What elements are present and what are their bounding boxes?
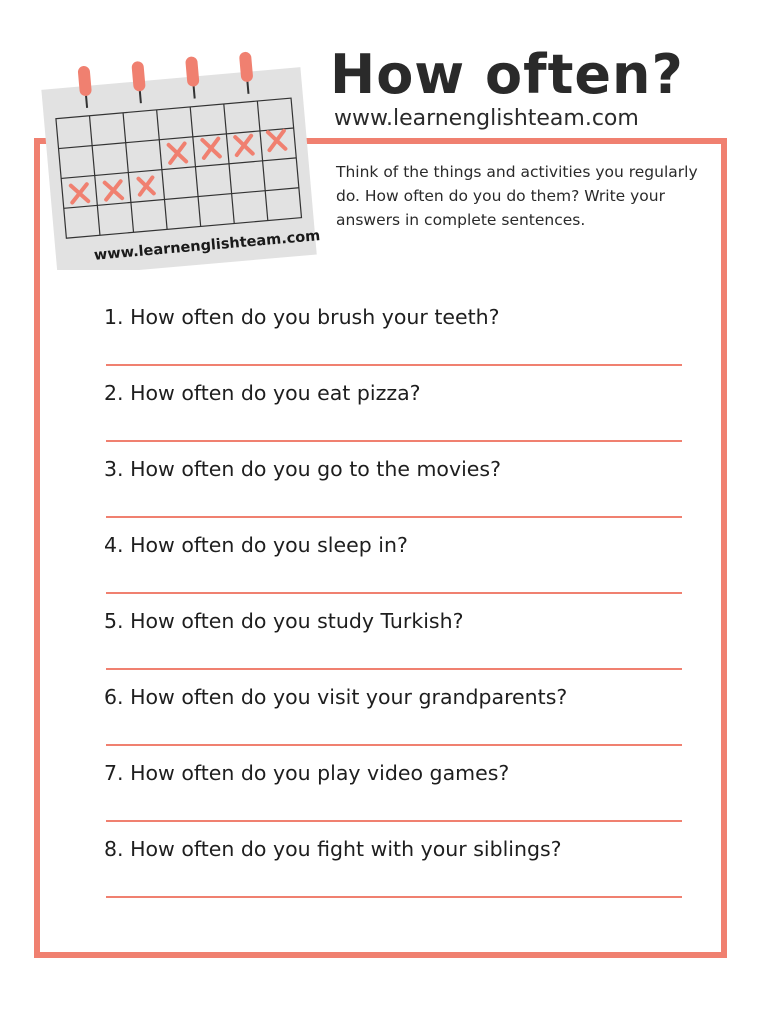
answer-line[interactable] [106,516,682,518]
question-item [104,530,684,606]
answer-line[interactable] [106,820,682,822]
question-item [104,606,684,682]
answer-line[interactable] [106,440,682,442]
question-item [104,682,684,758]
question-item [104,758,684,834]
question-text: 7. How often do you play video games? [104,761,510,785]
calendar-illustration [30,30,330,270]
answer-line[interactable] [106,668,682,670]
question-item [104,378,684,454]
instructions: Think of the things and activities you regularly do. How often do you do them? Write your answers in complete sentences. [336,163,698,229]
question-item [104,302,684,378]
question-list [104,302,684,910]
question-text: 4. How often do you sleep in? [104,533,408,557]
question-item [104,834,684,910]
question-text: 1. How often do you brush your teeth? [104,305,500,329]
page-title: How often? [330,43,684,106]
question-text: 8. How often do you fight with your siblings? [104,837,562,861]
question-text: 6. How often do you visit your grandparents? [104,685,568,709]
website-url: www.learnenglishteam.com [334,106,639,131]
answer-line[interactable] [106,896,682,898]
answer-line[interactable] [106,364,682,366]
question-text: 5. How often do you study Turkish? [104,609,464,633]
question-text: 3. How often do you go to the movies? [104,457,501,481]
answer-line[interactable] [106,592,682,594]
question-item [104,454,684,530]
question-text: 2. How often do you eat pizza? [104,381,421,405]
answer-line[interactable] [106,744,682,746]
calendar-watermark: www.learnenglishteam.com [93,228,321,264]
